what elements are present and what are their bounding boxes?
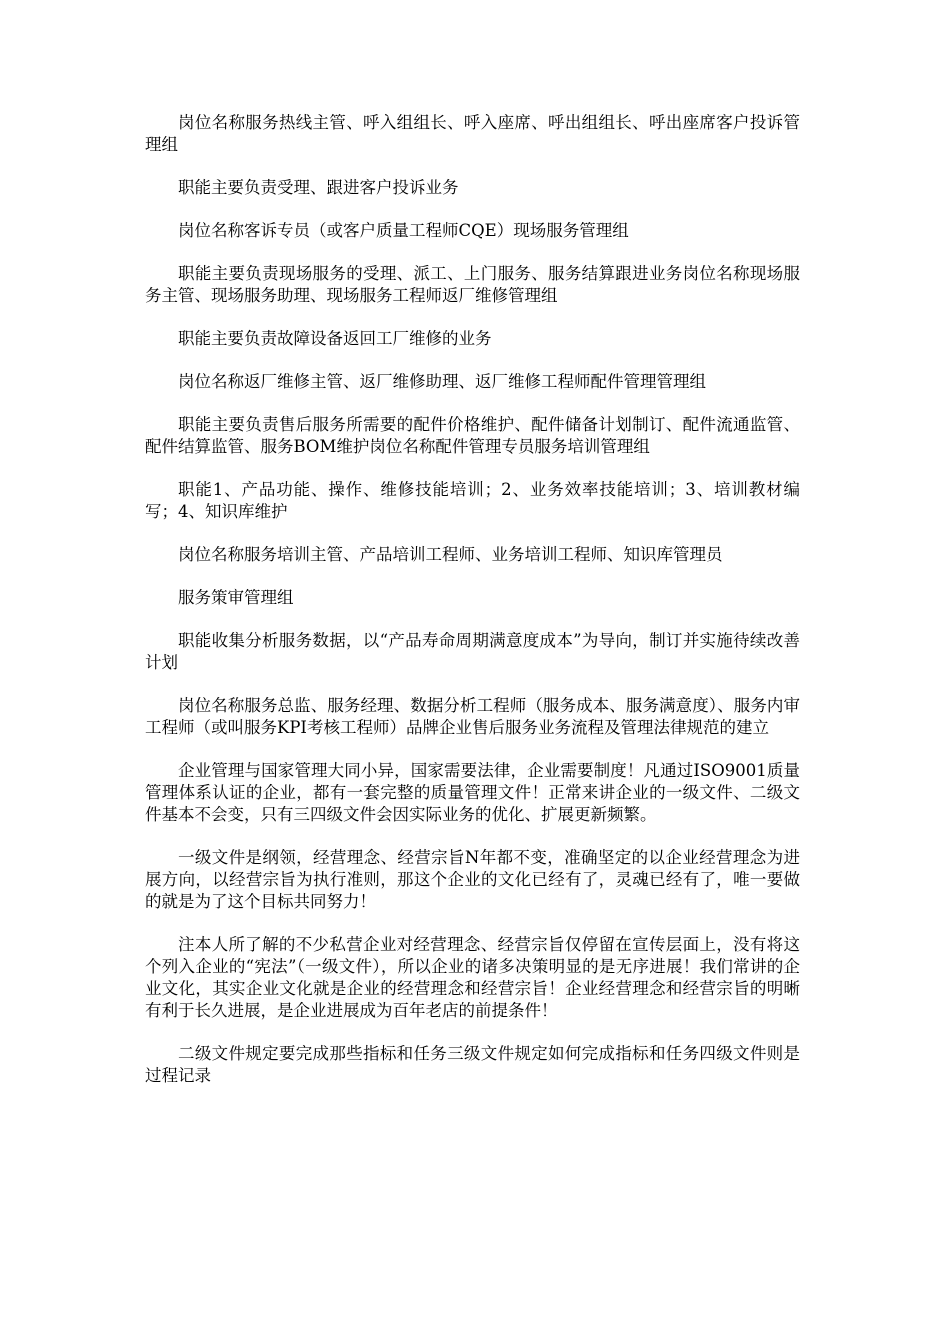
paragraph-4: 职能主要负责现场服务的受理、派工、上门服务、服务结算跟进业务岗位名称现场服务主管、现场服务助理、现场服务工程师返厂维修管理组: [145, 264, 800, 305]
paragraph-16: 二级文件规定要完成那些指标和任务三级文件规定如何完成指标和任务四级文件则是过程记录: [145, 1044, 800, 1085]
paragraph-10: 服务策审管理组: [178, 588, 294, 607]
paragraph-15: 注本人所了解的不少私营企业对经营理念、经营宗旨仅停留在宣传层面上，没有将这个列入企业的“宪法”（一级文件），所以企业的诸多决策明显的是无序进展！我们常讲的企业文化，其实企业文化就是企业的经营理念和经营宗旨！企业经营理念和经营宗旨的明晰有利于长久进展，是企业进展成为百年老店的前提条件！: [145, 935, 800, 1020]
document-body: [145, 112, 800, 1108]
paragraph-11: 职能收集分析服务数据，以“产品寿命周期满意度成本”为导向，制订并实施待续改善计划: [145, 631, 800, 672]
paragraph-9: 岗位名称服务培训主管、产品培训工程师、业务培训工程师、知识库管理员: [178, 545, 723, 564]
paragraph-13: 企业管理与国家管理大同小异，国家需要法律，企业需要制度！凡通过ISO9001质量管理体系认证的企业，都有一套完整的质量管理文件！正常来讲企业的一级文件、二级文件基本不会变，只有三四级文件会因实际业务的优化、扩展更新频繁。: [145, 761, 800, 824]
paragraph-7: 职能主要负责售后服务所需要的配件价格维护、配件储备计划制订、配件流通监管、配件结算监管、服务BOM维护岗位名称配件管理专员服务培训管理组: [145, 415, 800, 456]
paragraph-8: 职能1、产品功能、操作、维修技能培训；2、业务效率技能培训；3、培训教材编写；4、知识库维护: [145, 480, 800, 521]
paragraph-5: 职能主要负责故障设备返回工厂维修的业务: [178, 329, 492, 348]
paragraph-12: 岗位名称服务总监、服务经理、数据分析工程师（服务成本、服务满意度）、服务内审工程师（或叫服务KPI考核工程师）品牌企业售后服务业务流程及管理法律规范的建立: [145, 696, 800, 737]
paragraph-14: 一级文件是纲领，经营理念、经营宗旨N年都不变，准确坚定的以企业经营理念为进展方向，以经营宗旨为执行准则，那这个企业的文化已经有了，灵魂已经有了，唯一要做的就是为了这个目标共同努力！: [145, 848, 800, 911]
paragraph-6: 岗位名称返厂维修主管、返厂维修助理、返厂维修工程师配件管理管理组: [178, 372, 706, 391]
paragraph-1: 岗位名称服务热线主管、呼入组组长、呼入座席、呼出组组长、呼出座席客户投诉管理组: [145, 113, 800, 154]
paragraph-2: 职能主要负责受理、跟进客户投诉业务: [178, 178, 459, 197]
paragraph-3: 岗位名称客诉专员（或客户质量工程师CQE）现场服务管理组: [178, 221, 629, 240]
